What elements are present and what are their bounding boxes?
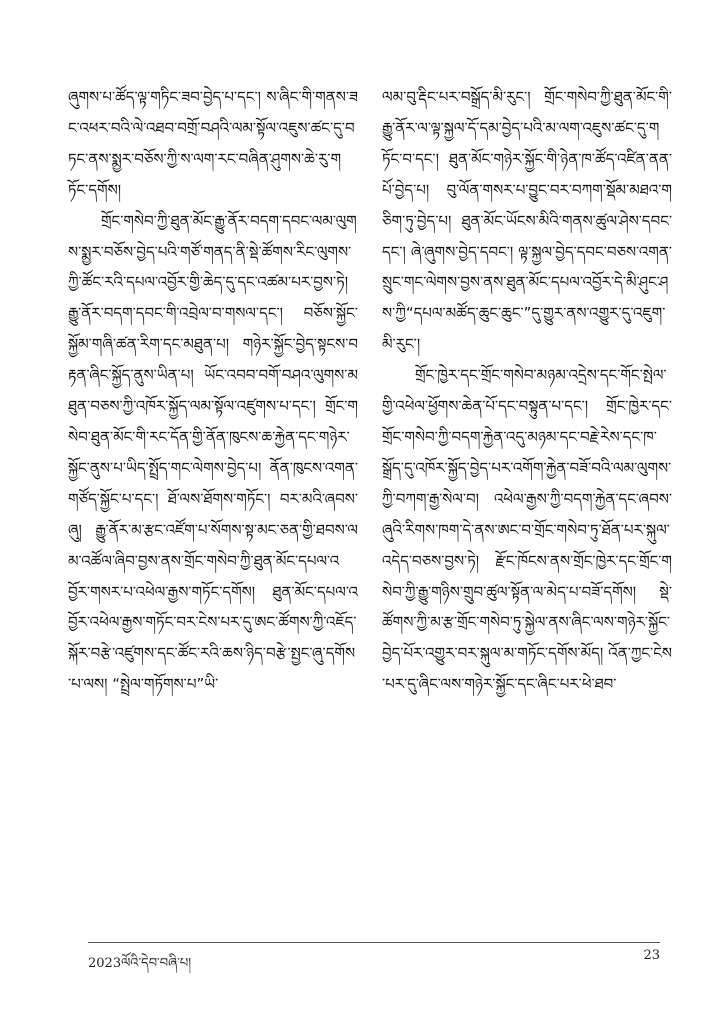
- left-text-column: [68, 82, 358, 700]
- paragraph: གྲོང་གསེབ་ཀྱི་ཐུན་མོང་རྒྱུ་ནོར་བདག་དབང་ལམ་ལུགས་སྨྱར་བཅོས་བྱེད་པའི་གཙོ་གནད་ནི་སྡེ་ཚོགས་རིང་ལུགས་ཀྱི་ཚོང་རའི་དཔལ་འབྱོར་གྱི་ཆེད་དུ་དང་འཚམ་པར་བྱས་ཏེ། རྒྱུ་ནོར་བདག་དབང་གི་འབྲེལ་བ་གསལ་དང་། བཅོས་སྐྱོང་སྐྱོམ་གཞི་ཚན་རིག་དང་མཐུན་པ། གཉེར་སྐྱོང་བྱེད་སྟངས་བརྟན་ཞིང་སྐྱོད་ནུས་ཡིན་པ། ཡོང་འབབ་བགོ་བཤའ་ལུགས་མཐུན་བཅས་ཀྱི་འཁོར་སྐྱོད་ལམ་སྟོལ་འཛུགས་པ་དང་། གྲོང་གསེབ་ཐུན་མོང་གི་རང་དོན་གྱི་ནོན་ཁུངས་ཆ་རྐྱེན་དང་གཉེར་སྐྱོང་ནུས་པ་ཡིད་སྤྲོད་གང་ལེགས་བྱེད་པ། ནོན་ཁུངས་འགན་གཙོད་སྐྱོང་པ་དང་། ཐོ་ལས་ཐོགས་གཏོང་། བར་མའི་ཞབས་ཞུ། རྒྱུ་ནོར་མ་རྩང་འཛོག་པ་སོགས་སྟ་མང་ཅན་གྱི་ཐབས་ལམ་འཚོལ་ཞིབ་བྱས་ནས་གྲོང་གསེབ་ཀྱི་ཐུན་མོང་དཔལ་འབྱོར་གསར་པ་འཕེལ་རྒྱས་གཏོང་དགོས། ཐུན་མོང་དཔལ་འབྱོར་འཕེལ་རྒྱས་གཏོང་བར་ངེས་པར་དུ་ཨང་ཚོགས་ཀྱི་འཇོད་སྐོར་བརྩེ་འཛུགས་དང་ཚོང་རའི་ཆས་ཉིད་བརྩེ་སྤྱང་ཞུ་དགོས་པ་ལས། “སྤྲེལ་གཏོགས་པ”ཡི་: [68, 211, 358, 694]
- paragraph: གྲོང་ཁྱེར་དང་གྲོང་གསེབ་མཉམ་འདྲེས་དང་གོང་སྤེལ་གྱི་འཕེལ་ཕྱོགས་ཆེན་པོ་དང་བསྟུན་པ་དང་། གྲོང་ཁྱེར་དང་གྲོང་གསེབ་ཀྱི་བདག་རྐྱེན་འདུ་མཉམ་དང་བརྗེ་རེས་དང་ཁ་སྒྲོད་དུ་འཁོར་སྐྱོད་བྱེད་པར་འགོག་རྐྱེན་བཟོ་བའི་ལམ་ལུགས་ཀྱི་བཀག་རྒྱ་སེལ་བ། འཕེལ་རྒྱས་ཀྱི་བདག་རྐྱེན་དང་ཞབས་ཞུའི་རིགས་ཁག་དེ་ནས་ཨང་བ་གྲོང་གསེབ་ཏུ་ཐོན་པར་སྐུལ་འདེད་བཅས་བྱས་ཏེ། རྫོང་ཁོངས་ནས་གྲོང་ཁྱེར་དང་གྲོང་གསེབ་ཀྱི་རྒྱུ་གཉིས་གྲུབ་ཚུལ་སྟོན་ལ་མེད་པ་བཟོ་དགོས། སྡེ་ཚོགས་ཀྱི་མ་རྩ་གྲོང་གསེབ་ཏུ་སྐྱེལ་ནས་ཞིང་ལས་གཉེར་སྐྱོང་བྱེད་པོར་འགྱུར་བར་སྐུལ་མ་གཏོང་དགོས་མོད། འོན་ཀྱང་ངེས་པར་དུ་ཞིང་ལས་གཉེར་སྐྱོང་དང་ཞིང་པར་ཕེ་ཐབ་: [382, 366, 672, 694]
- paragraph: ལམ་བུ་རྡིང་པར་བསྒྲོད་མི་རུང་། གྲོང་གསེབ་ཀྱི་ཐུན་མོང་གི་རྒྱུ་ནོར་ལ་ལྟ་སྐྱལ་དོ་དམ་བྱེད་པའི་མ་ལག་འཇུས་ཚང་དུ་གཏོང་བ་དང་། ཐུན་མོང་གཉེར་སྐྱོང་གི་ཉེན་ཁ་ཚོད་འཛིན་ནན་པོ་བྱེད་པ། བུ་ལོན་གསར་པ་བྱུང་བར་བཀག་སྡོམ་མཐའ་གཅིག་ཏུ་བྱེད་པ། ཐུན་མོང་ཡོངས་མིའི་གནས་ཚུལ་ཤེས་དབང་དང་། ཞེ་ཞུགས་བྱེད་དབང་། ལྟ་སྐྱལ་བྱེད་དབང་བཅས་འགན་སྲུང་གང་ལེགས་བྱས་ནས་ཐུན་མོང་དཔལ་འབྱོར་དེ་མི་ཤུང་ཤས་ཀྱི“དཔལ་མཚོད་ཆུང་ཆུང་”དུ་གྱུར་ནས་འགྱུར་དུ་འཇུག་མི་རུང་།: [382, 88, 672, 354]
- page-number: 23: [643, 948, 660, 963]
- issue-label: 2023ལོའི་དེབ་བཞི་པ།: [88, 956, 192, 971]
- footer-divider: [88, 942, 660, 943]
- right-text-column: [382, 82, 672, 700]
- paragraph: ཞུགས་པ་ཚོད་ལྟ་གཏིང་ཟབ་བྱེད་པ་དང་། ས་ཞིང་གི་གནས་ཟང་འཕར་བའི་ལེ་འཐབ་བགྲོ་བཤའི་ལམ་སྟོལ་འཇུས་ཚང་དུ་བཏང་ནས་སྨྱར་བཅོས་ཀྱི་ས་ལག་རང་བཞིན་ཤུགས་ཆེ་རུ་གཏོང་དགོས།: [68, 88, 358, 199]
